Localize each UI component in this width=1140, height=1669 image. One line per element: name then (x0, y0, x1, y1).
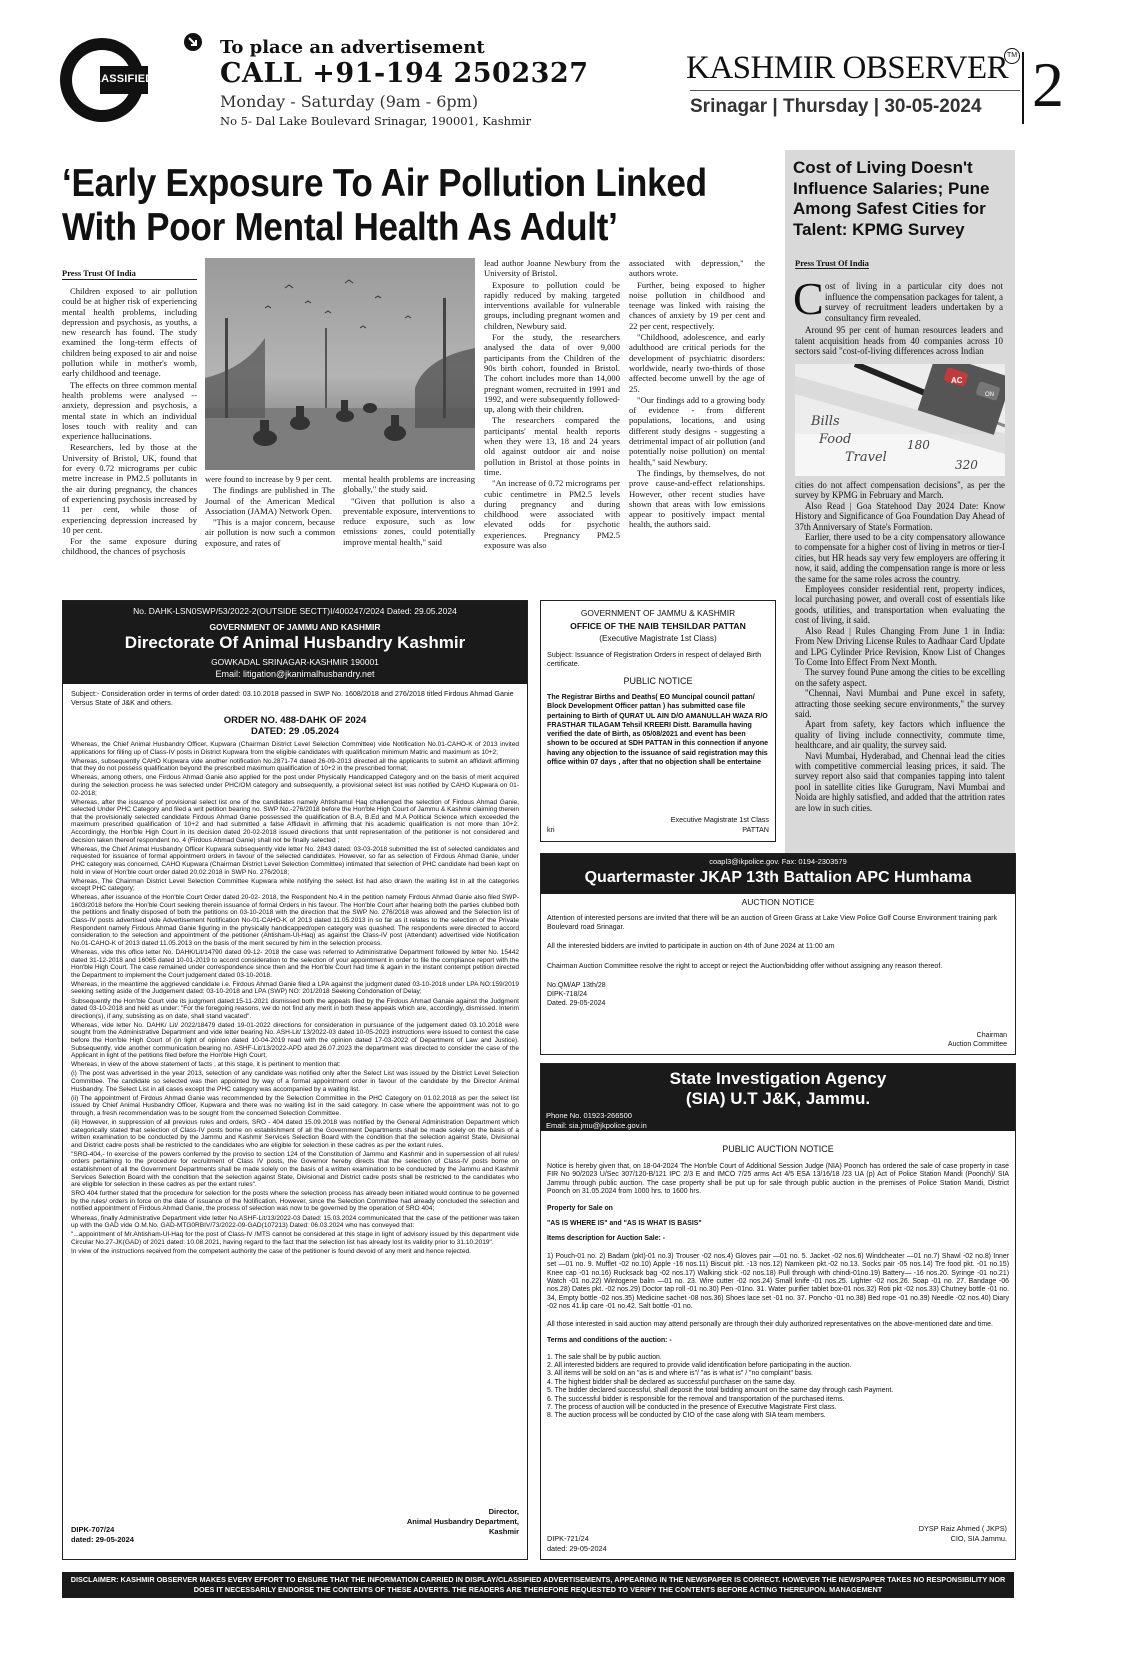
photo-label-320: 320 (955, 458, 978, 472)
main-col-5 (629, 258, 765, 566)
ad-sia-items: 1) Pouch-01 no. 2) Badam (pkt)-01 no.3) Trouser -02 nos.4) Gloves pair —01 no. 5. Jacket -02 nos.6) Windcheater —01 no.7) Shawl -02 no.8) Inner set —01 no. 9. Mufflet -02 no.10) Apple -16 nos.11) Biscuit pkt. -13 nos.12) Namkeen pkt.-02 no.13. Socks pair -05 nos.14) Tre food pkt. -01 no.15) Knee cap -01 no.16) Rucksack bag -02 nos.17) Walking stick -02 nos.18) Pull through with chindi-01no.19) Battery— -16 nos.20. Syringe -01 no.21) Watch -01 no.22) Wintogene balm —01 no. 23. Wire cutter -02 nos.24) Small knife -01 nos.25. Lighter -02 nos.26. Soap -01 no. 27. Bandage -06 nos.28) Dates pkt. -02 nos.29) Doctor tap roll -01 no.30) Pen -01no. 31. Water purifier tablet box-01 nos.32) Roti pkt -02 nos.33) Chutney bottle -01 no. 34, Empty bottle -02 nos.35) Medicine sachet -08 nos.36) Shoes lace set -01 no. 37. Poncho -01 no.38) Bed rope -01 no.39) Needle -02 nos.40) Diary -02 nos 41.lip care -01 no.42. Salt bottle -01 no. (547, 1252, 1009, 1311)
main-col5-p3: "Childhood, adolescence, and early adulthood are critical periods for the development of psychiatric disorders: worldwide, nearly two-thirds of those affected become unwell by the age of 25. (629, 332, 765, 394)
ad-animal-sign3: Kashmir (488, 1527, 519, 1536)
side-body-p6: The survey found Pune among the cities to be excelling on the safety aspect. (795, 667, 1005, 688)
ad-tehsil-body: The Registrar Births and Deaths( EO Muncipal council pattan/ Block Development Officer pattan ) has submitted case file pertaining to Birth of QURAT UL AIN D/O AMANULLAH WAZA R/O FRASTHAR TILAGAM Tehsil KREERI Distt. Baramulla having verified the date of Birth, as 05/08/2021 and event has been shown to be occured at SDH PATTAN in this connection if anyone having any objection to the issuance of said registration may this office within 07 days , after that no objection shall be entertaine (547, 693, 769, 767)
ad-sia-property: Property for Sale on (547, 1204, 613, 1212)
main-col4-p1: lead author Joanne Newbury from the University of Bristol. (484, 258, 620, 279)
header (0, 0, 1140, 128)
ad-animal-dipk: DIPK-707/24 (71, 1525, 115, 1534)
ad-apc-p3: Chairman Auction Committee resolve the right to accept or reject the Auction/bidding offer without assigning any reason thereof. (547, 963, 943, 970)
ad-sia-dated: dated: 29-05-2024 (547, 1544, 607, 1553)
photo-label-food: Food (819, 432, 852, 447)
ad-sia-p2: All those interested in said auction may attend personally are through their duly authorized representatives on the above-mentioned date and time. (547, 1320, 993, 1328)
classified-logo-text: CLASSIFIED (86, 73, 154, 85)
ad-animal-para: Whereas, in view of the above statement of facts , at this stage, it is pertinent to mention that: (71, 1061, 341, 1069)
main-col4-p5: "An increase of 0.72 micrograms per cubic centimetre in PM2.5 levels during pregnancy and during childhood were associated with elevated odds for psychotic experiences. Pregnancy PM2.5 exposure was also (484, 478, 620, 551)
disclaimer-band (62, 1572, 1014, 1598)
main-col3-p1: mental health problems are increasing globally," the study said. (343, 474, 475, 495)
ad-sia-notice: PUBLIC AUCTION NOTICE (722, 1144, 834, 1154)
side-para2: Around 95 per cent of human resources leaders and talent acquisition heads from 40 companies across 10 sectors said "cost-of-living differences across Indian (795, 325, 1003, 356)
main-col1-p3: Researchers, led by those at the University of Bristol, UK, found that for every 0.72 micrograms per cubic metre increase in PM2.5 pollutants in the air during pregnancy, the chances of experiencing psychosis increased by 11 per cent, while those of experiencing depression increased by 10 per cent. (62, 442, 197, 535)
disclaimer-text: DISCLAIMER: KASHMIR OBSERVER MAKES EVERY EFFORT TO ENSURE THAT THE INFORMATION CARRIED IN DISPLAY/CLASSIFIED ADVERTISEMENTS, APPEARING IN THE NEWSPAPER IS CORRECT. HOWEVER THE NEWSPAPER TAKES NO RESPONSIBILITY NOR DOES IT NECESSARILY ENDORSE THE CONTENTS OF THESE ADVERTS. THE READERS ARE THEREFORE REQUESTED TO VERIFY THE CONTENTS BEFORE ACTING THEREUPON. MANAGEMENT (70, 1575, 1006, 1594)
page-divider (1022, 52, 1024, 124)
ad-animal-govt: GOVERNMENT OF JAMMU AND KASHMIR (209, 622, 381, 632)
page-number: 2 (1032, 49, 1064, 120)
ad-animal-ref: No. DAHK-LSN0SWP/53/2022-2(OUTSIDE SECTT)I/400247/2024 Dated: 29.05.2024 (133, 606, 457, 616)
ad-animal-para: (iii) However, in suppression of all previous rules and orders, SRO - 404 dated 15.09.2018 was notified by the General Administration Department which categorically stated that selection of Class-IV posts borne on establishment of all the Government Departments shall be made solely on the basis of a written examination to be conducted by the Jammu and Kashmir Services Selection Board with the condition that the selection against State, Divisional and District cadre posts shall be restricted to the candidates who are eligible for selection in these cadres as per the extant rules. (71, 1118, 519, 1149)
ad-sia-term: 1. The sale shall be by public auction. (547, 1353, 662, 1361)
ad-animal-address: GOWKADAL SRINAGAR-KASHMIR 190001 (211, 657, 379, 667)
ad-apc-p2: All the interested bidders are invited to participate in auction on 4th of June 2024 at 11:00 am (547, 943, 835, 950)
ad-animal-para: Whereas, among others, one Firdous Ahmad Ganie also applied for the post under Physically Handicapped Category and on the basis of merit acquired during the selection process he was selected under PHC/OM category and subsequently, a provisional select list was notified by CAHO Kupwara on 01-02-2018; (71, 774, 519, 797)
main-col5-p1: associated with depression," the authors wrote. (629, 258, 765, 279)
ad-animal-title: Directorate Of Animal Husbandry Kashmir (124, 633, 466, 652)
side-body-p4: Employees consider residential rent, property indices, local purchasing power, and overall cost of essentials like goods, utilities, and transportation when evaluating the cost of living, it said. (795, 584, 1005, 626)
ad-apc-title: Quartermaster JKAP 13th Battalion APC Humhama (584, 869, 972, 886)
main-col1-p4: For the same exposure during childhood, the chances of psychosis (62, 536, 197, 557)
side-body-p5: Also Read | Rules Changing From June 1 in India: From New Driving License Rules to Aadhaar Card Update and LPG Cylinder Price Revision, Know List of Changes To Come Into Effect From Next Month. (795, 625, 1005, 667)
ad-sia-header (541, 1064, 1015, 1131)
side-body-p8: Apart from safety, key factors which influence the quality of living include connectivity, commute time, healthcare, and air quality, the survey said. (795, 719, 1005, 751)
ad-animal-body (71, 741, 519, 1501)
bills-photo (795, 364, 1005, 476)
ad-sia-term: 6. The successful bidder is responsible for the removal and transportation of the purchased items. (547, 1395, 845, 1403)
ad-sia-terms-heading: Terms and conditions of the auction: - (547, 1337, 672, 1345)
ad-animal-para: (i) The post was advertised in the year 2013, selection of any candidate was notified only after the Select List was issued by the District Level Selection Committee. The candidate so selected was then appointed by way of a formal appointment order in favour of the candidate by the Director Animal Husbandry. The Select List in all cases except the PHC category was accompanied by a waiting list. (71, 1070, 519, 1093)
ad-tehsil-notice: PUBLIC NOTICE (623, 676, 693, 686)
ad-sia-term: 8. The auction process will be conducted by CIO of the case along with SIA team members. (547, 1412, 826, 1420)
main-col2-p2: The findings are published in The Journal of the American Medical Association (JAMA) Network Open. (205, 485, 335, 516)
ad-sia-term: 3. All items will be sold on an "as is and where is"/ "as is what is" / "no complaint" basis. (547, 1370, 813, 1378)
main-col2-p3: "This is a major concern, because air pollution is now such a common exposure, and rates of (205, 517, 335, 548)
main-headline-line1: ‘Early Exposure To Air Pollution Linked (62, 162, 707, 205)
ad-animal-header (63, 601, 527, 684)
photo-label-bills: Bills (811, 414, 840, 429)
ad-sia-phone: Phone No. 01923-266500 (546, 1111, 632, 1120)
ad-tehsil-govt: GOVERNMENT OF JAMMU & KASHMIR (580, 608, 736, 618)
main-col5-p2: Further, being exposed to higher noise pollution in childhood and teenage was linked with raising the chances of anxiety by 19 per cent and 22 per cent, respectively. (629, 279, 765, 331)
ad-animal-para: Whereas, in the meantime the aggrieved candidate i.e. Firdous Ahmad Ganie filed a LPA against the judgment dated 03-10-2018 under LPA NO:159/2019 seeking setting aside of the Judgement dated: 03-10-2018 and LPA (SWP) NO: 201/2018 Seeking Condonation of Delay; (71, 980, 519, 996)
main-col1-p1: Children exposed to air pollution could be at higher risk of experiencing mental health problems, including depression and psychosis, as youths, a new research has found. The study examined the long-term effects of children being exposed to air and noise pollution while in mother's womb, early childhood and teenage. (62, 286, 197, 379)
main-col1-p2: The effects on three common mental health problems were analysed -- anxiety, depression and psychosis, a mental state in which an individual loses touch with reality and can experience hallucinations. (62, 379, 197, 442)
ad-animal-para: Whereas, the Chief Animal Husbandry Officer Kupwara subsequently vide letter No. 2843 dated: 03-03-2018 submitted the list of selected candidates and requested for issuance of formal appointment orders in favour of the selected candidates. However, so far as selection of Firdous Ahmad Ganie, under PHC category was concerned, CAHO Kupwara (Chairman District Level Selection Committee) intimated that selection of PHC candidate had been kept on hold in view of Hon'ble court order dated 20.02.2018 in SWP No. 276/2018; (71, 845, 519, 876)
main-byline: Press Trust Of India (62, 268, 197, 280)
ad-animal-para: Whereas, after the issuance of provisional select list one of the candidates namely Ahtishamul Haq challenged the selection of Firdous Ahmad Ganie, selected Under PHC Category and filed a writ petition bearing no. SWP No.-276/2018 before the Hon'ble High Court of Jammu & Kashmir claiming therein that the provisionally selected candidate Firdous Ahmad Ganie possessed the qualification of B.A, B.Ed and M.A Political Science which exceeded the maximum prescribed qualification of 10+2 and had submitted a false Affidavit in affirming that his academic qualification is not more than 10+2. Accordingly, the Hon'ble High Court in its decision dated 20-02-2018 issued directions that until representation of the petitioner is not considered and decision taken thereof respondent no. 4 (Firdous Ahmad Ganie) shall not be finally selected ; (71, 798, 519, 844)
ad-animal-para: In view of the instructions received from the competent authority the case of the petitioner is found devoid of any merit and hence rejected. (71, 1247, 471, 1255)
dateline: Srinagar | Thursday | 30-05-2024 (690, 96, 982, 117)
side-body (795, 480, 1005, 813)
ad-animal-sign1: Director, (488, 1507, 519, 1516)
ad-animal-para: Whereas, vide this office letter No. DAHK/Lit/14790 dated 09-12- 2018 the case was referred to Administrative Department followed by letter No. 15442 dated 31-12-2018 and 16065 dated 10-01-2019 to accord consideration to the selection of your appointment in order to file the compliance report with the Hon'ble High Court. The case remained under correspondence since then and the Hon'ble Court had time & again in the instant contempt petition directed the Department to implement the Court judgement dated 03-10-2018. (71, 948, 519, 979)
side-body-p7: "Chennai, Navi Mumbai and Pune excel in safety, attracting those seeking secure environments," the survey said. (795, 688, 1005, 719)
side-dropcap: C (793, 273, 824, 324)
ad-animal-para: "...appointment of Mr.Ahtisham-Ul-Haq for the post of Class-IV /MTS cannot be considered at this stage in light of advisory issued by this department vide Circular No.27-JK(GAD) of 2021 dated: 10.08.2021, having regard to the fact that the selection list has already lost its validity prior to 31.10.2019". (71, 1231, 519, 1246)
ad-sia-term: 2. All interested bidders are required to provide valid identification before participating in the auction. (547, 1361, 852, 1369)
ad-apc-ref2: DIPK-718/24 (547, 991, 588, 998)
ad-sia-sign2: CIO, SIA Jammu. (950, 1534, 1007, 1543)
pollution-photo (205, 258, 475, 470)
trademark-mark: TM (1004, 48, 1020, 64)
ad-tehsildar (540, 600, 776, 842)
ad-tehsil-kri: kri (547, 825, 555, 834)
ad-apc-ref1: No.QM/AP 13th/28 (547, 982, 606, 989)
ad-animal-para: Subsequently the Hon'ble Court vide its judgment dated:15-11-2021 dismissed both the appeals filed by the Firdous Ahmad Ganaie against the Judgment dated 03-10-2018 and held as under: "For the foregoing reasons, we do not find any merit in both these appeals which are, accordingly, dismissed. Interim direction(s), if any, subsisting as on date, shall stand vacated". (71, 997, 519, 1020)
ad-animal-subject: Subject:- Consideration order in terms of order dated: 03.10.2018 passed in SWP No. 1608/2018 and 276/2018 titled Firdous Ahmad Ganie Versus State of J&K and others. (71, 689, 514, 707)
ad-animal-email[interactable]: Email: litigation@jkanimalhusbandry.net (215, 669, 375, 679)
ad-sia-asis: "AS IS WHERE IS" and "AS IS WHAT IS BASIS" (547, 1220, 702, 1228)
ad-tehsil-place: PATTAN (742, 825, 769, 834)
ad-animal-para: Whereas, vide letter No. DAHK/ Lit/ 2022/18479 dated 19-01-2022 directions for consideration in pursuance of the judgement dated 03.10.2018 were sought from the Administrative Department and vide letter bearing No. ASH-Lit/ 13/2022-03 dated 10-05-2023 instructions were issued to contest the case before the Hon'ble High Court of (in light of opinion dated 10-04-2019 read with the opinion dated 17-03-2022 of Department of Law and Justice). Subsequently, vide another communication bearing no. ASHF-Lit/13/2022-APD ated 26.07.2023 the department was directed to consider the case of the Applicant in light of the petitions filed before the Hon'ble High Court; (71, 1021, 519, 1060)
side-body-p3: Earlier, there used to be a city compensatory allowance to compensate for a higher cost of living in metros or tier-I cities, but HR heads say very few employers are offering it now, it said, adding the compensation range is more or less the same for the same roles across the country. (795, 532, 1005, 584)
classified-logo (60, 38, 154, 122)
photo-label-travel: Travel (845, 450, 887, 465)
ad-sia-title1: State Investigation Agency (669, 1069, 887, 1088)
side-intro: ost of living in a particular city does not influence the compensation packages for talent, a survey of recruitment leaders undertaken by a consultancy firm revealed. (825, 281, 1003, 323)
ad-sia-email[interactable]: Email: sia.jmu@jkpolice.gov.in (546, 1121, 647, 1130)
main-col4-p4: The researchers compared the participants' mental health reports when they were 13, 18 and 24 years old against outdoor air and noise pollution in Bristol at those points in time. (484, 415, 620, 477)
ad-apc-notice: AUCTION NOTICE (741, 897, 815, 907)
masthead-rule (690, 90, 1020, 91)
ad-animal-husbandry (62, 600, 528, 1560)
place-ad-label: To place an advertisement (220, 37, 485, 58)
main-col-1 (62, 286, 197, 566)
side-body-p1: cities do not affect compensation decisions", as per the survey by KPMG in February and March. (795, 480, 1005, 501)
ad-animal-order-no: ORDER NO. 488-DAHK OF 2024 (223, 715, 367, 726)
ad-sia-term: 5. The bidder declared successful, shall deposit the total bidding amount on the same day through cash Payment. (547, 1387, 894, 1395)
office-hours: Monday - Saturday (9am - 6pm) (220, 92, 479, 111)
masthead: KASHMIR OBSERVER (686, 50, 1009, 86)
ad-animal-para: Whereas, the Chief Animal Husbandry Officer, Kupwara (Chairman District Level Selection Committee) vide Notification No.01-CAHO-K of 2013 invited applications for filling up of Class-IV posts in District Kupwara from the eligible candidates with qualification minimum Matric and maximum as 10+2; (71, 741, 519, 756)
ad-animal-para: (ii) The appointment of Firdous Ahmad Ganie was recommended by the Selection Committee in the PHC Category on 01.02.2018 as per the select list issued by Chief Animal Husbandry Officer, Kupwara and there was no waiting list in the said category. In case where the appointment was not to go through, a fresh recommendation was to be sought from the concerned Selection Committee. (71, 1094, 519, 1117)
side-body-p9: Navi Mumbai, Hyderabad, and Chennai lead the cities with competitive commercial leasing prices, it said. The survey report also said that companies tapping into talent pool in satellite cities like Gurugram, Navi Mumbai and Noida are highly satisfied, and added that the attrition rates are low in such cities. (795, 750, 1005, 813)
side-headline: Cost of Living Doesn't Influence Salaries; Pune Among Safest Cities for Talent: KPMG Survey (793, 158, 990, 239)
ad-tehsil-office: OFFICE OF THE NAIB TEHSILDAR PATTAN (570, 621, 746, 631)
photo-label-180: 180 (907, 438, 930, 452)
ad-sia-body (547, 1163, 1009, 1421)
ad-apc-header (541, 854, 1015, 894)
main-col3-p2: "Given that pollution is also a preventable exposure, interventions to reduce exposure, such as low emissions zones, could potentially improve mental health," said (343, 495, 475, 547)
main-col5-p5: The findings, by themselves, do not prove cause-and-effect relationships. However, other recent studies have shown that areas with low emissions appear to positively impact mental health, the authors said. (629, 467, 765, 530)
ad-sia-items-heading: Items description for Auction Sale: - (547, 1235, 666, 1243)
ad-animal-dated: dated: 29-05-2024 (71, 1535, 134, 1544)
ad-apc-sign2: Auction Committee (947, 1041, 1007, 1048)
ad-animal-sign2: Animal Husbandry Department, (406, 1517, 519, 1526)
main-headline-line2: With Poor Mental Health As Adult’ (62, 206, 618, 249)
ad-animal-para: "SRO-404,- In exercise of the powers conferred by the proviso to section 124 of the Constitution of Jammu and Kashmir and in supersession of all rules/ orders pertaining to the procedure for recruitment of Class IV posts, the Governor hereby directs that the selection of Class-IV posts borne on establishment of all the Government Departments shall be made solely on the basis of a written examination to be conducted by the Jammu and Kashmir Services Selection Board with the condition that the selection against State, Divisional and District cadre posts shall be restricted to the candidates who are eligible for selection in these cadres as per the extant rules". (71, 1150, 519, 1189)
ad-sia-term: 7. The process of auction will be conducted in the presence of Executive Magistrate First class. (547, 1403, 837, 1411)
side-byline: Press Trust Of India (795, 258, 869, 268)
ad-sia-sign1: DYSP Raiz Ahmed ( JKPS) (918, 1524, 1007, 1533)
ad-animal-para: SRO 404 further stated that the procedure for selection for the posts where the selection process has already been initiated would continue to be governed by the rules/ orders in force on the date of issuance of the Notification. However, since the Selection Committee had already concluded the selection and notified appointment of Firdous Ahmad Ganie, the process of selection was now to be governed by the operation of SRO 404; (71, 1190, 519, 1213)
ad-apc-p1: Attention of interested persons are invited that there will be an auction of Green Grass at Lake View Police Golf Course Environment training park Boulevard road Srinagar. (547, 915, 998, 931)
photo-label-ac: AC (951, 376, 963, 385)
ad-animal-order-date: DATED: 29 .05.2024 (250, 726, 339, 737)
ad-sia-term: 4. The highest bidder shall be declared as successful purchaser on the same day. (547, 1378, 796, 1386)
side-body-p2: Also Read | Goa Statehood Day 2024 Date: Know History and Significance of Goa Foundation Day Ahead of 37th Anniversary of State's Formation. (795, 500, 1005, 532)
ad-sia-jammu (540, 1063, 1016, 1560)
main-col4-p2: Exposure to pollution could be rapidly reduced by making targeted interventions available for vulnerable groups, including pregnant women and children, Newbury said. (484, 279, 620, 331)
ad-animal-para: Whereas, finally Administrative Department vide letter No.ASHF-Lit/13/2022-03 Dated: 15.03.2024 communicated that the case of the petitioner was taken up with the GAD vide O.M.No. GAD-MTG0RBIV/73/2022-09-GAD(107213) Dated: 06.03.2024 who has conveyed that: (71, 1214, 519, 1230)
main-col-3 (343, 474, 475, 566)
ad-tehsil-magistrate: (Executive Magistrate 1st Class) (599, 634, 717, 643)
ad-animal-para: Whereas, The Chairman District Level Selection Committee Kupwara while notifying the select list had also drawn the waiting list in all the categories except PHC category; (71, 877, 519, 893)
ad-animal-para: Whereas, after issuance of the Hon'ble Court Order dated 20-02- 2018, the Respondent No.4 in the petition namely Firdous Ahmad Ganie also filed SWP-1603/2018 before the Hon'ble Court seeking therein issuance of formal Orders in his favour. The Hon'ble Court after hearing both the parties clubbed both the petitions and finally disposed of both the petitions on 03-10-2018 with the direction that the SWP No. 276/2018 was allowed and the Selection list of Class-IV posts advertised vide Advertisement Notification No-01-CAHO-K of 2013 dated 11.05.2013 in so far as it relates to the selection of the Private Respondent namely Firdous Ahmad Ganie figuring in the physically handicapped/open category was quashed. The respondents were directed to accord consideration to the selection and appointment of the petitioner (Ahtisham-Ul-Haq) as against the Class-IV post (Attendant) advertised vide Notification No.01-CAHO-K of 2013 dated 11.05.2013 on the basis of the merit secured by him in the selection process. (71, 894, 519, 947)
ad-sia-dipk: DIPK-721/24 (547, 1534, 589, 1543)
photo-label-on: ON (985, 392, 994, 398)
main-col-2 (205, 474, 335, 566)
call-number[interactable]: CALL +91-194 2502327 (220, 58, 589, 89)
ad-sia-p1: Notice is hereby given that, on 18-04-2024 The Hon'ble Court of Additional Session Judge (NIA) Poonch has ordered the sale of case property in case FIR No 90/2023 U/Sec 307/120-B/121 IPC 2/3 E and IMCO 7/25 arms Act 4/5 ESA 13/16/18 /23 UA (p) Act of Police Station Mandi (Poonch)/ SIA Jammu through public auction. The case property shall be put up for sale through public auction in the premises of Police Station Mandi, District Poonch on 31.05.2024 from 1000 hrs. to 1600 hrs. (547, 1163, 1009, 1196)
ad-tehsil-sign: Executive Magistrate 1st Class (670, 815, 769, 824)
main-col2-p1: were found to increase by 9 per cent. (205, 474, 332, 484)
ad-tehsil-subject: Subject: Issuance of Registration Orders in respect of delayed Birth certificate. (547, 650, 762, 668)
main-col-4 (484, 258, 620, 566)
arrow-circle-icon (184, 33, 202, 51)
ad-apc-contact[interactable]: coapl3@ikpolice.gov. Fax: 0194-2303579 (709, 857, 847, 866)
ad-apc-ref3: Dated. 29-05-2024 (547, 1000, 606, 1007)
ad-apc-sign1: Chairman (976, 1032, 1007, 1039)
main-col5-p4: "Our findings add to a growing body of evidence - from different populations, locations, and using different study designs - suggesting a detrimental impact of air pollution (and potentially noise pollution) on mental health," said Newbury. (629, 394, 765, 467)
ad-sia-title2: (SIA) U.T J&K, Jammu. (685, 1089, 871, 1108)
ad-apc-humhama (540, 853, 1016, 1055)
main-col4-p3: For the study, the researchers analysed the data of over 9,000 participants from the Children of the 90s birth cohort, founded in Bristol. The cohort includes more than 14,000 pregnant women, recruited in 1991 and 1992, and were subsequently followed-up, along with their children. (484, 332, 620, 415)
ad-animal-para: Whereas, subsequently CAHO Kupwara vide another notification No.2871-74 dated 26-09-2013 directed all the applicants to submit an affidavit affirming that they do not possess qualification beyond the prescribed maximum qualification of 10+2 in the prescribed format; (71, 757, 519, 773)
office-address: No 5- Dal Lake Boulevard Srinagar, 190001, Kashmir (220, 114, 532, 128)
